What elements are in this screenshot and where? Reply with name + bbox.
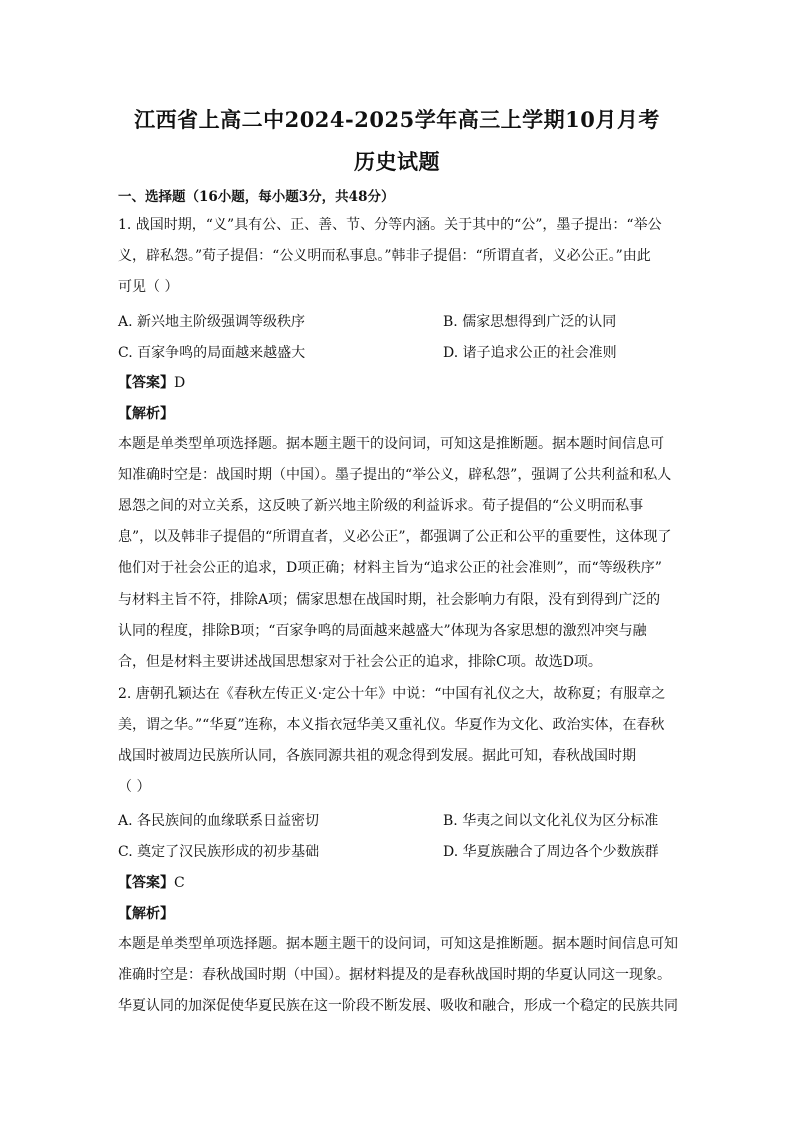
exam-subject: 历史试题 <box>354 149 440 174</box>
q2-option-c: C. 奠定了汉民族形成的初步基础 <box>118 844 320 860</box>
q1-stem-line: 可见（ ） <box>118 279 179 295</box>
q1-analysis-line: 本题是单类型单项选择题。据本题主题干的设问词，可知这是推断题。据本题时间信息可 <box>118 436 664 452</box>
q2-stem-line: 战国时被周边民族所认同，各族同源共祖的观念得到发展。据此可知，春秋战国时期 <box>118 748 636 764</box>
q2-option-b: B. 华夷之间以文化礼仪为区分标准 <box>443 813 659 829</box>
q1-stem-line: 义，辟私怨。”荀子提倡：“公义明而私事息。”韩非子提倡：“所谓直者，义必公正。”由此 <box>118 248 651 264</box>
section-heading: 一、选择题（16小题，每小题3分，共48分） <box>118 189 395 205</box>
q1-analysis-line: 知准确时空是：战国时期（中国）。墨子提出的“举公义，辟私怨”，强调了公共利益和私人 <box>118 467 672 483</box>
q2-option-a: A. 各民族间的血缘联系日益密切 <box>118 813 320 829</box>
answer-value: D <box>174 375 186 391</box>
q1-analysis-line: 合，但是材料主要讲述战国思想家对于社会公正的追求，排除C项。故选D项。 <box>118 654 602 670</box>
q2-stem-line: 2. 唐朝孔颖达在《春秋左传正义·定公十年》中说：“中国有礼仪之大，故称夏；有服章之 <box>118 686 666 702</box>
q1-option-c: C. 百家争鸣的局面越来越盛大 <box>118 345 306 361</box>
q2-analysis-line: 华夏认同的加深促使华夏民族在这一阶段不断发展、吸收和融合，形成一个稳定的民族共同 <box>118 998 678 1014</box>
answer-value: C <box>174 875 185 891</box>
q1-analysis-label: 【解析】 <box>118 406 174 422</box>
q1-analysis-line: 他们对于社会公正的追求，D项正确；材料主旨为“追求公正的社会准则”，而“等级秩序” <box>118 560 662 576</box>
q2-stem-line: 美，谓之华。”“华夏”连称，本义指衣冠华美又重礼仪。华夏作为文化、政治实体，在春秋 <box>118 717 665 733</box>
q2-stem-line: （ ） <box>118 779 151 795</box>
q1-option-a: A. 新兴地主阶级强调等级秩序 <box>118 314 306 330</box>
answer-label: 【答案】 <box>118 875 174 891</box>
q1-analysis-line: 息”，以及韩非子提倡的“所谓直者，义必公正”，都强调了公正和公平的重要性，这体现了 <box>118 529 672 545</box>
q1-analysis-line: 恩怨之间的对立关系，这反映了新兴地主阶级的利益诉求。荀子提倡的“公义明而私事 <box>118 498 644 514</box>
exam-title: 江西省上高二中2024-2025学年高三上学期10月月考 <box>134 107 660 132</box>
q2-analysis-line: 本题是单类型单项选择题。据本题主题干的设问词，可知这是推断题。据本题时间信息可知 <box>118 936 678 952</box>
answer-label: 【答案】 <box>118 375 174 391</box>
q2-analysis-label: 【解析】 <box>118 906 174 922</box>
q1-stem-line: 1. 战国时期，“义”具有公、正、善、节、分等内涵。关于其中的“公”，墨子提出：“举公 <box>118 217 662 233</box>
q2-option-d: D. 华夏族融合了周边各个少数族群 <box>443 844 659 860</box>
q1-analysis-line: 与材料主旨不符，排除A项；儒家思想在战国时期，社会影响力有限，没有到得到广泛的 <box>118 592 661 608</box>
q2-answer <box>118 872 185 892</box>
q2-analysis-line: 准确时空是：春秋战国时期（中国）。据材料提及的是春秋战国时期的华夏认同这一现象。 <box>118 967 671 983</box>
q1-option-b: B. 儒家思想得到广泛的认同 <box>443 314 617 330</box>
q1-answer <box>118 372 185 392</box>
q1-option-d: D. 诸子追求公正的社会准则 <box>443 345 617 361</box>
q1-analysis-line: 认同的程度，排除B项；“百家争鸣的局面越来越盛大”体现为各家思想的激烈冲突与融 <box>118 623 647 639</box>
